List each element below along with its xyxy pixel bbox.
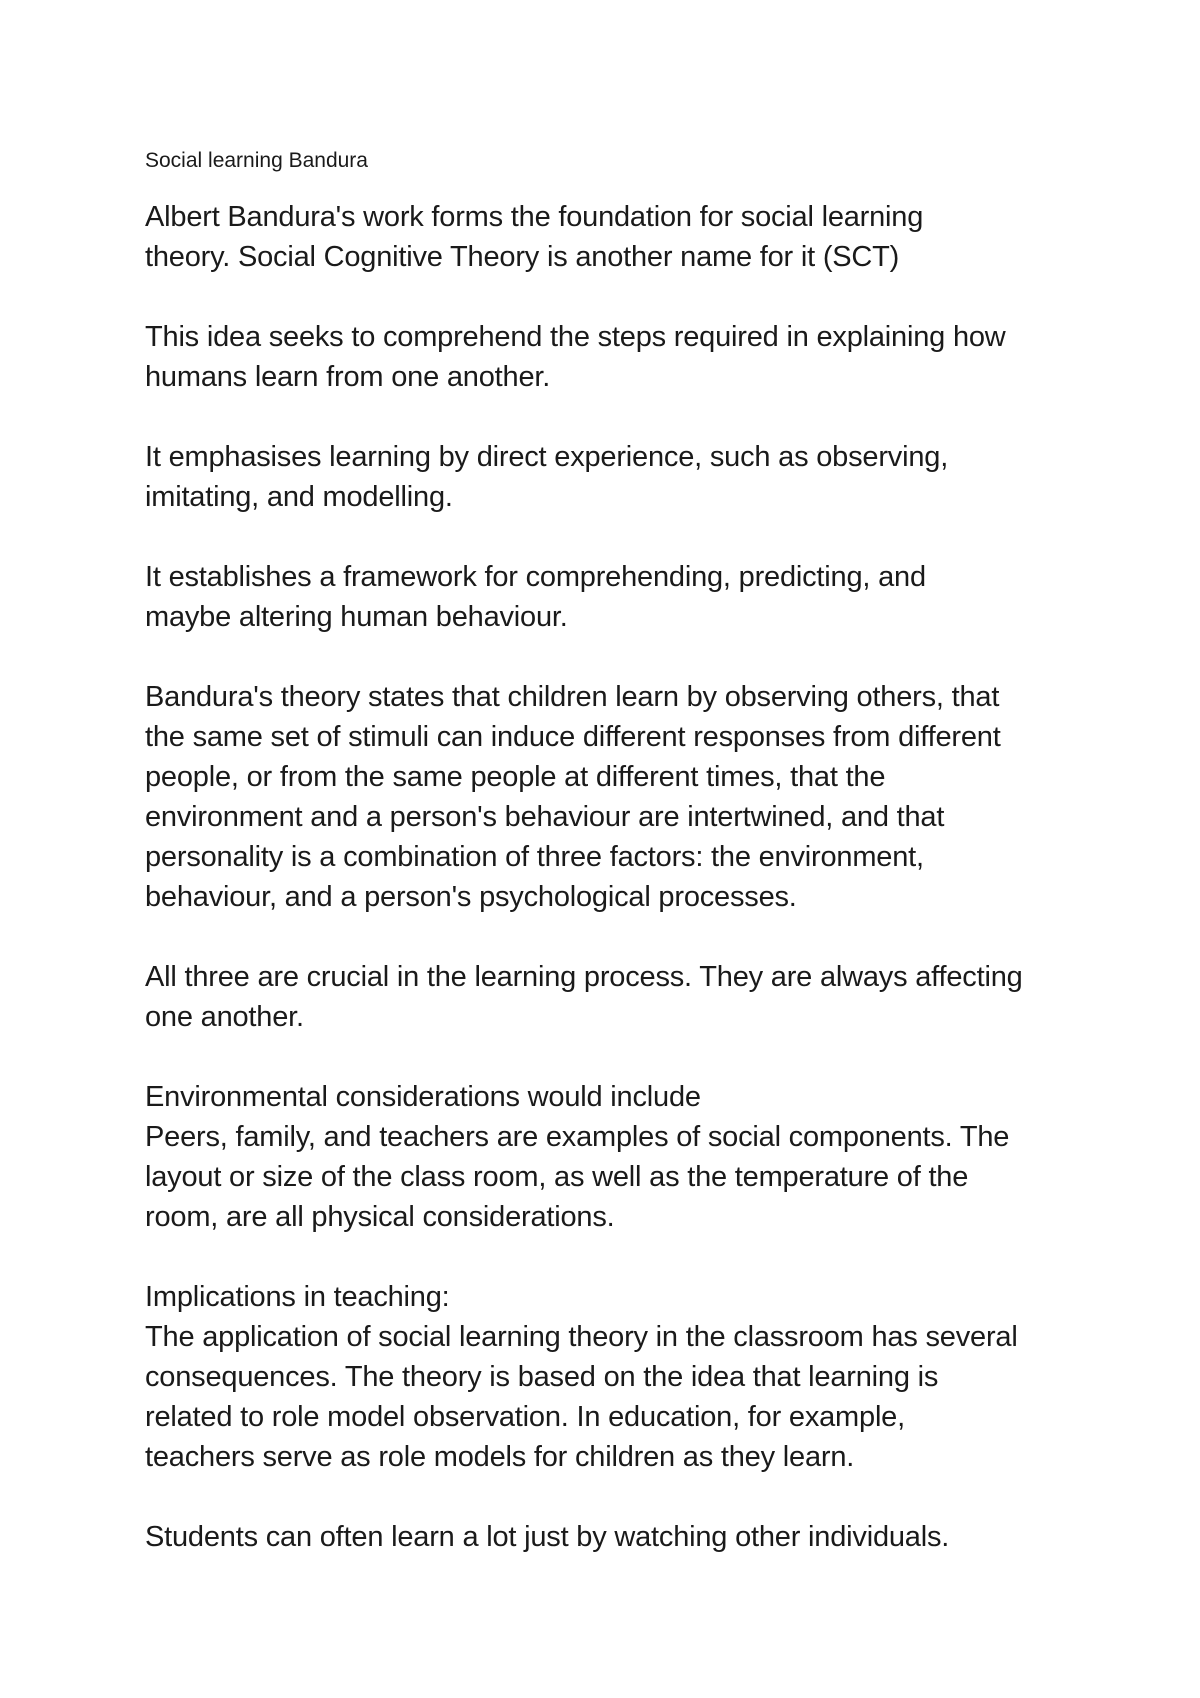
paragraph-2 (145, 317, 1075, 397)
paragraph-line: humans learn from one another. (145, 361, 551, 393)
paragraph-4 (145, 557, 1075, 637)
paragraph-line: teachers serve as role models for children as they learn. (145, 1441, 855, 1473)
paragraph-line: layout or size of the class room, as well as the temperature of the (145, 1161, 969, 1193)
paragraph-line: Implications in teaching: (145, 1281, 450, 1313)
paragraph-6 (145, 957, 1075, 1037)
paragraph-line: one another. (145, 1001, 304, 1033)
paragraph-line: related to role model observation. In education, for example, (145, 1401, 905, 1433)
paragraph-line: people, or from the same people at different times, that the (145, 761, 886, 793)
paragraph-line: consequences. The theory is based on the idea that learning is (145, 1361, 939, 1393)
paragraph-line: behaviour, and a person's psychological processes. (145, 881, 797, 913)
paragraph-line: environment and a person's behaviour are intertwined, and that (145, 801, 945, 833)
paragraph-line: personality is a combination of three factors: the environment, (145, 841, 924, 873)
paragraph-line: room, are all physical considerations. (145, 1201, 615, 1233)
paragraph-line: It emphasises learning by direct experience, such as observing, (145, 441, 949, 473)
paragraph-line: imitating, and modelling. (145, 481, 453, 513)
paragraph-3 (145, 437, 1075, 517)
document-body (145, 147, 1075, 1557)
paragraph-1 (145, 197, 1075, 277)
document-title: Social learning Bandura (145, 149, 368, 172)
paragraph-7 (145, 1077, 1075, 1237)
paragraph-line: the same set of stimuli can induce different responses from different (145, 721, 1001, 753)
paragraph-line: It establishes a framework for comprehending, predicting, and (145, 561, 926, 593)
paragraph-9 (145, 1517, 1075, 1557)
paragraph-line: maybe altering human behaviour. (145, 601, 568, 633)
paragraph-line: theory. Social Cognitive Theory is another name for it (SCT) (145, 241, 900, 273)
paragraph-line: All three are crucial in the learning process. They are always affecting (145, 961, 1023, 993)
paragraph-line: Students can often learn a lot just by watching other individuals. (145, 1521, 950, 1553)
paragraph-8 (145, 1277, 1075, 1477)
paragraph-line: Albert Bandura's work forms the foundation for social learning (145, 201, 924, 233)
paragraph-line: Peers, family, and teachers are examples of social components. The (145, 1121, 1010, 1153)
paragraph-line: The application of social learning theory in the classroom has several (145, 1321, 1018, 1353)
paragraph-line: Environmental considerations would include (145, 1081, 701, 1113)
paragraph-5 (145, 677, 1075, 917)
paragraph-line: This idea seeks to comprehend the steps required in explaining how (145, 321, 1006, 353)
paragraph-line: Bandura's theory states that children learn by observing others, that (145, 681, 1000, 713)
